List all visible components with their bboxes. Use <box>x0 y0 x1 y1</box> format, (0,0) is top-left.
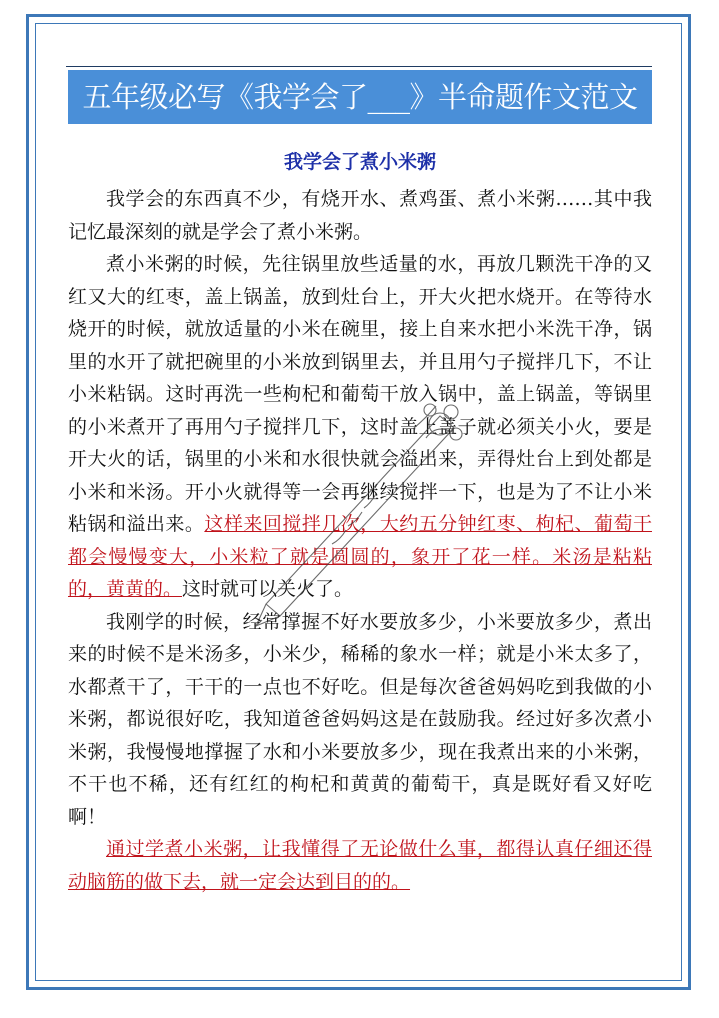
highlighted-conclusion: 通过学煮小米粥，让我懂得了无论做什么事，都得认真仔细还得动脑筋的做下去，就一定会达到目的的。 <box>68 838 652 893</box>
paragraph-text: 我刚学的时候，经常撑握不好水要放多少，小米要放多少，煮出来的时候不是米汤多，小米少，稀稀的象水一样；就是小米太多了，水都煮干了，干干的一点也不好吃。但是每次爸爸妈妈吃到我做的小米粥，都说很好吃，我知道爸爸妈妈这是在鼓励我。经过好多次煮小米粥，我慢慢地撑握了水和小米要放多少，现在我煮出来的小米粥，不干也不稀，还有红红的枸杞和黄黄的葡萄干，真是既好看又好吃啊！ <box>68 610 652 828</box>
essay-title: 我学会了煮小米粥 <box>283 151 436 173</box>
highlighted-sentence: 这样来回搅拌几次，大约五分钟红枣、枸杞、葡萄干都会慢慢变大，小米粒了就是圆圆的，象开了花一样。米汤是粘粘的，黄黄的。 <box>68 513 652 600</box>
paragraph-4 <box>68 833 652 898</box>
paragraph-1 <box>68 183 652 248</box>
paragraph-text: 我学会的东西真不少，有烧开水、煮鸡蛋、煮小米粥……其中我记忆最深刻的就是学会了煮小米粥。 <box>68 188 652 243</box>
paragraph-2 <box>68 248 652 606</box>
banner-top-rule <box>66 66 652 67</box>
paragraph-text-after: 这时就可以关火了。 <box>182 578 354 600</box>
paragraph-text: 煮小米粥的时候，先往锅里放些适量的水，再放几颗洗干净的又红又大的红枣，盖上锅盖，放到灶台上，开大火把水烧开。在等待水烧开的时候，就放适量的小米在碗里，接上自来水把小米洗干净，锅里的水开了就把碗里的小米放到锅里去，并且用勺子搅拌几下，不让小米粘锅。这时再洗一些枸杞和葡萄干放入锅中，盖上锅盖，等锅里的小米煮开了再用勺子搅拌几下，这时盖上盖子就必须关小火，要是开大火的话，锅里的小米和水很快就会溢出来，弄得灶台上到处都是小米和米汤。开小火就得等一会再继续搅拌一下，也是为了不让小米粘锅和溢出来。 <box>68 253 652 535</box>
essay-body <box>68 183 652 898</box>
banner-title: 五年级必写《我学会了___》半命题作文范文 <box>68 70 652 124</box>
paragraph-3 <box>68 606 652 834</box>
